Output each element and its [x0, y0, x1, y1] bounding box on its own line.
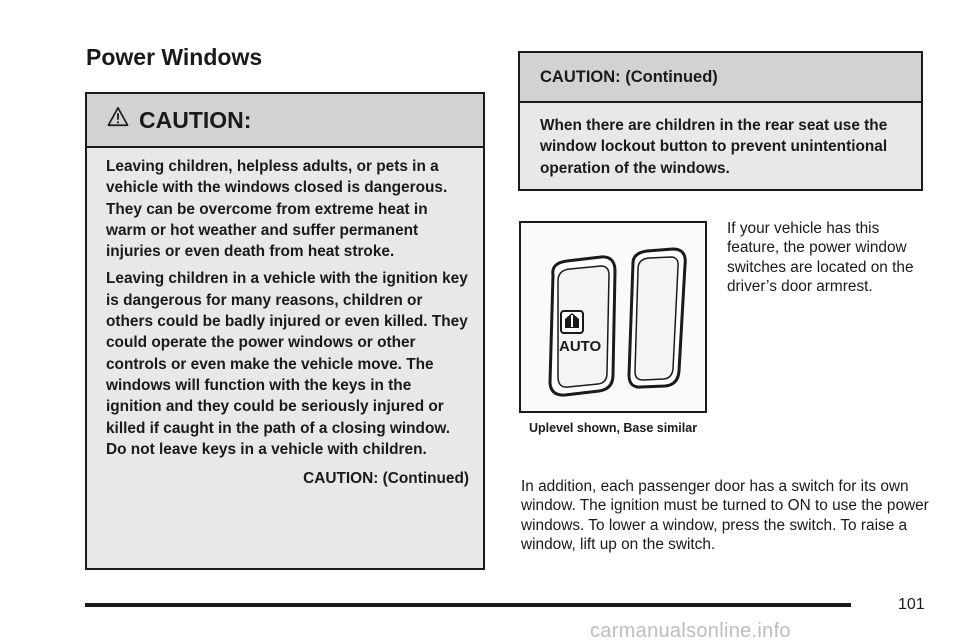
caution-header — [87, 94, 483, 148]
caution-continued-text: When there are children in the rear seat use the window lockout button to prevent unintentional operation of the windows. — [540, 117, 888, 177]
watermark: carmanualsonline.info — [590, 620, 791, 642]
footer-rule — [85, 603, 851, 607]
caution-continued-box — [518, 51, 923, 191]
window-up-icon — [561, 311, 583, 333]
switch-location-text: If your vehicle has this feature, the power window switches are located on the driver’s door armrest. — [727, 220, 914, 296]
page-number: 101 — [898, 596, 925, 613]
passenger-switch-text: In addition, each passenger door has a switch for its own window. The ignition must be turned to ON to use the power windows. To lower a window, press the switch. To raise a window, lift up on the switch. — [521, 478, 929, 554]
window-switch-illustration — [519, 221, 707, 413]
caution-paragraph: Leaving children in a vehicle with the ignition key is dangerous for many reasons, children or others could be badly injured or even killed. They could operate the power windows or other controls or even make the vehicle move. The windows will function with the keys in the ignition and they could be seriously injured or killed if caught in the path of a closing window. Do not leave keys in a vehicle with children. — [106, 270, 468, 458]
caution-paragraph: Leaving children, helpless adults, or pets in a vehicle with the windows closed is dangerous. They can be overcome from extreme heat in warm or hot weather and suffer permanent injuries or even death from heat stroke. — [106, 158, 448, 261]
warning-triangle-icon — [107, 106, 129, 128]
caution-continued-label: CAUTION: (Continued) — [303, 470, 469, 488]
caution-continued-heading: CAUTION: (Continued) — [520, 53, 921, 103]
caution-heading: CAUTION: — [139, 106, 252, 133]
auto-label: AUTO — [559, 338, 602, 355]
window-switch-drawing — [521, 223, 705, 411]
caution-box — [85, 92, 485, 570]
figure-caption: Uplevel shown, Base similar — [528, 421, 698, 435]
section-title: Power Windows — [86, 44, 263, 70]
caution-body — [87, 148, 483, 489]
